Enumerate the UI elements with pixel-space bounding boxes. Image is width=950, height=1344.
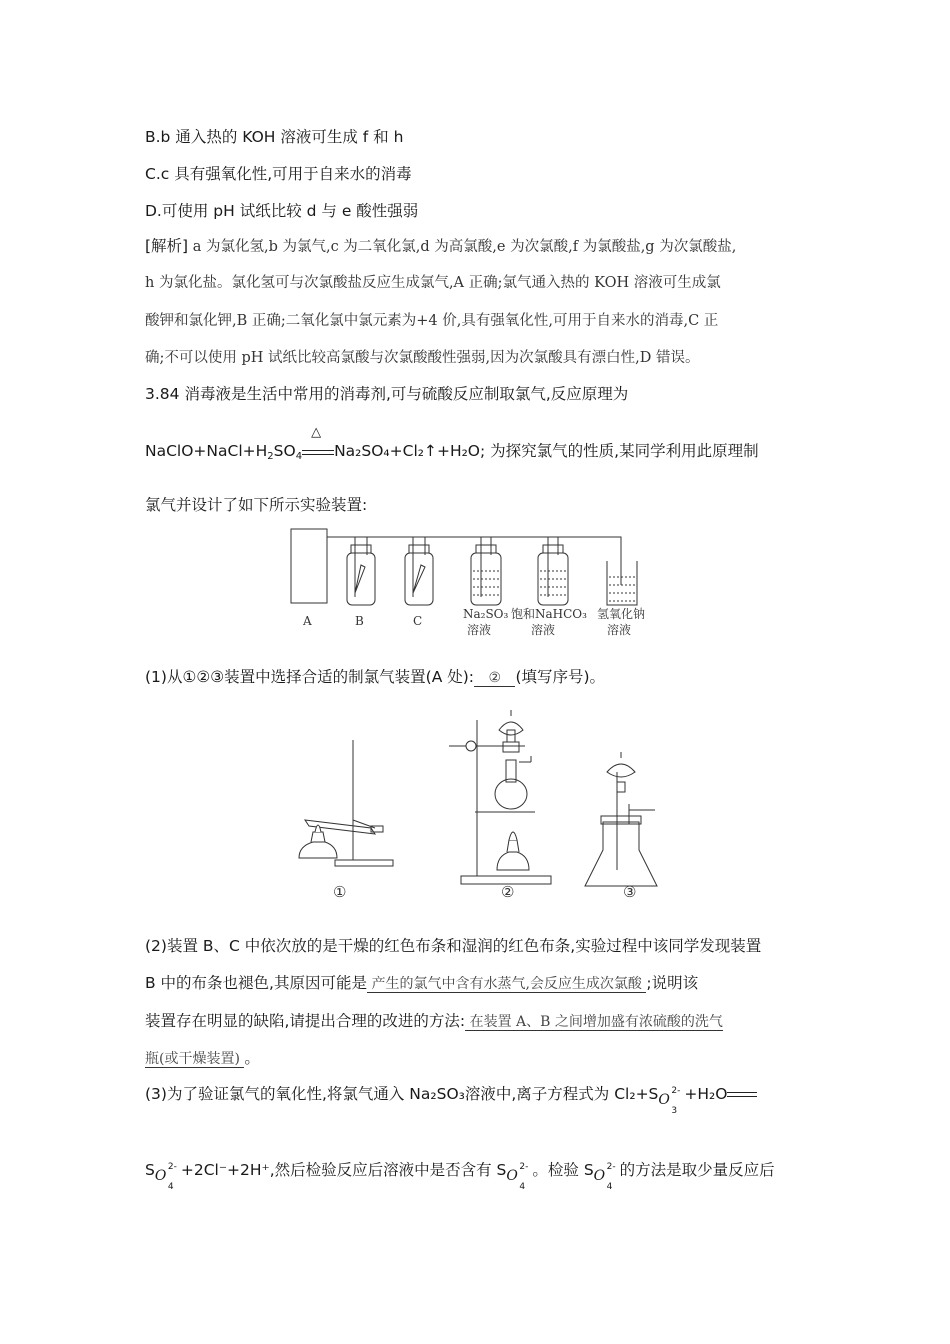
label-naoh: 氢氧化钠: [597, 607, 646, 621]
p2-l3-prefix: 装置存在明显的缺陷,请提出合理的改进的方法:: [145, 1012, 466, 1030]
sulfate-ion-2: O 2- 4: [506, 1160, 532, 1180]
eq-sub-4: 4: [295, 451, 303, 462]
question-3-part-2-line-3: [145, 1011, 723, 1032]
bottle-c: [405, 537, 433, 605]
sulfite-charge: 2-: [671, 1086, 681, 1096]
setup-2-flask-heating: [449, 710, 551, 884]
p1-prefix: (1)从①②③装置中选择合适的制氯气装置(A 处):: [145, 668, 474, 686]
p2-l4-answer: 瓶(或干燥装置): [145, 1051, 245, 1067]
p2-l4-suffix: 。: [244, 1049, 260, 1067]
tube-main: [327, 537, 621, 585]
apparatus-a-box: [291, 529, 327, 603]
analysis-text-1: a 为氯化氢,b 为氯气,c 为二氧化氯,d 为高氯酸,e 为次氯酸,f 为氯酸盐,g 为次氯酸盐,: [188, 239, 737, 255]
option-b: B.b 通入热的 KOH 溶液可生成 f 和 h: [145, 128, 404, 146]
eq-so4: SO: [273, 442, 296, 460]
question-3-part-2-line-2: [145, 973, 698, 994]
p3-l1-prefix: (3)为了验证氯气的氧化性,将氯气通入 Na₂SO₃溶液中,离子方程式为 Cl₂+S: [145, 1085, 659, 1103]
question-3-part-2-line-1: (2)装置 B、C 中依次放的是干燥的红色布条和湿润的红色布条,实验过程中该同学发现装置: [145, 937, 762, 955]
setup-diagram: [285, 700, 675, 905]
option-d: D.可使用 pH 试纸比较 d 与 e 酸性强弱: [145, 202, 419, 220]
sulfate-ion-1: O 2- 4: [155, 1160, 181, 1180]
sulfite-ion: O 2- 3: [658, 1084, 684, 1104]
setup-1-tube-heating: [299, 740, 393, 866]
bottle-nahco3: [538, 537, 568, 605]
eq-right: Na₂SO₄+Cl₂↑+H₂O; 为探究氯气的性质,某同学利用此原理制: [334, 442, 759, 460]
p3-l2-mid: +2Cl⁻+2H⁺,然后检验反应后溶液中是否含有 S: [180, 1161, 507, 1179]
setup-label-2: ②: [501, 883, 515, 901]
question-3-part-3-line-1: [145, 1084, 757, 1116]
heat-arrow: [302, 425, 334, 461]
option-c: C.c 具有强氧化性,可用于自来水的消毒: [145, 165, 412, 183]
analysis-line-3: 酸钾和氯化钾,B 正确;二氧化氯中氯元素为+4 价,具有强氧化性,可用于自来水的消毒,C 正: [145, 313, 719, 329]
eq-sub-2: 2: [267, 451, 274, 462]
analysis-line-4: 确;不可以使用 pH 试纸比较高氯酸与次氯酸酸性强弱,因为次氯酸具有漂白性,D 错误。: [145, 350, 700, 366]
p1-answer: ②: [474, 670, 515, 687]
sulfate-ion-3: O 2- 4: [594, 1160, 620, 1180]
equation-equals: [727, 1092, 757, 1097]
question-3-part-1: [145, 667, 605, 688]
label-nahco3-solution: 溶液: [531, 623, 556, 637]
label-na2so3-solution: 溶液: [467, 623, 492, 637]
question-3-intro: 3.84 消毒液是生活中常用的消毒剂,可与硫酸反应制取氯气,反应原理为: [145, 385, 629, 403]
p2-l2-answer: 产生的氯气中含有水蒸气,会反应生成次氯酸: [367, 976, 647, 992]
sulfate-charge-1: 2-: [167, 1162, 177, 1172]
analysis-tag: [解析]: [145, 237, 189, 255]
p3-l1-suffix: +H₂O: [684, 1085, 728, 1103]
bottle-na2so3: [471, 537, 501, 605]
sulfate-sub-2: 4: [519, 1182, 526, 1192]
p2-l2-suffix: ;说明该: [646, 974, 699, 992]
setup-label-1: ①: [333, 883, 347, 901]
label-naoh-solution: 溶液: [607, 623, 632, 637]
label-c: C: [413, 614, 423, 628]
label-nahco3: 饱和NaHCO₃: [511, 607, 587, 621]
label-a: A: [303, 614, 312, 628]
heat-symbol: △: [311, 425, 322, 440]
sulfate-charge-3: 2-: [606, 1162, 616, 1172]
p3-l2-s: S: [145, 1161, 155, 1179]
bottle-b: [347, 537, 375, 605]
p2-l3-answer: 在装置 A、B 之间增加盛有浓硫酸的洗气: [465, 1014, 723, 1030]
label-na2so3: Na₂SO₃: [463, 607, 509, 621]
label-b: B: [355, 614, 364, 628]
question-3-part-2-line-4: [145, 1048, 260, 1069]
beaker-naoh: [607, 561, 637, 605]
apparatus-diagram: [285, 525, 665, 640]
setup-3-flask-funnel: [585, 752, 657, 886]
p3-l2-mid2: 。检验 S: [532, 1161, 594, 1179]
apparatus-intro: 氯气并设计了如下所示实验装置:: [145, 496, 368, 514]
question-3-part-3-line-2: [145, 1160, 775, 1192]
p2-l2-prefix: B 中的布条也褪色,其原因可能是: [145, 974, 367, 992]
sulfate-sub-1: 4: [167, 1182, 174, 1192]
sulfite-sub: 3: [671, 1106, 678, 1116]
p1-suffix: (填写序号)。: [515, 668, 606, 686]
p3-l2-end: 的方法是取少量反应后: [619, 1161, 775, 1179]
reaction-equation: [145, 425, 759, 467]
eq-left: NaClO+NaCl+H: [145, 442, 268, 460]
analysis-line-1: [145, 236, 736, 257]
sulfate-sub-3: 4: [606, 1182, 613, 1192]
analysis-line-2: h 为氯化盐。氯化氢可与次氯酸盐反应生成氯气,A 正确;氯气通入热的 KOH 溶液可生成氯: [145, 275, 721, 291]
equal-bars: [302, 450, 334, 455]
sulfate-charge-2: 2-: [519, 1162, 529, 1172]
setup-label-3: ③: [623, 883, 637, 901]
